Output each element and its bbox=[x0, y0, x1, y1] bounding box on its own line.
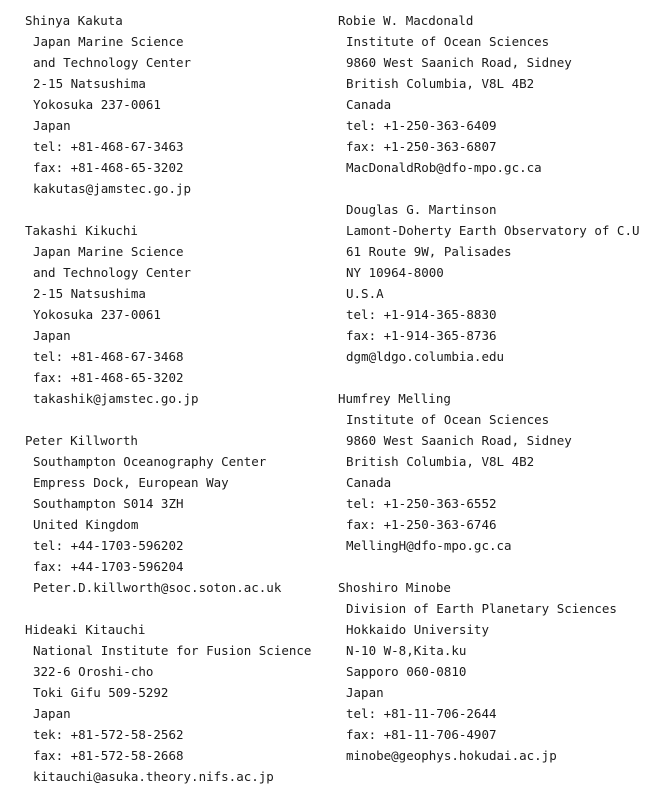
contact-line: 9860 West Saanich Road, Sidney bbox=[346, 55, 572, 70]
contact-tel: tel: +81-468-67-3463 bbox=[33, 139, 184, 154]
contact-line: United Kingdom bbox=[33, 517, 139, 532]
contact-name: Robie W. Macdonald bbox=[338, 13, 474, 28]
contact-tel: tel: +1-250-363-6552 bbox=[346, 496, 497, 511]
contact-entry bbox=[338, 199, 665, 367]
contact-line: Japan bbox=[33, 118, 71, 133]
contact-line: Japan bbox=[346, 685, 384, 700]
contact-line: 2-15 Natsushima bbox=[33, 76, 146, 91]
contact-tel: tek: +81-572-58-2562 bbox=[33, 727, 184, 742]
contact-line: Canada bbox=[346, 97, 392, 112]
contact-tel: tel: +81-468-67-3468 bbox=[33, 349, 184, 364]
contact-line: Japan bbox=[33, 328, 71, 343]
contact-entry bbox=[25, 430, 335, 598]
contact-name: Hideaki Kitauchi bbox=[25, 622, 146, 637]
contact-line: Canada bbox=[346, 475, 392, 490]
contact-fax: fax: +81-468-65-3202 bbox=[33, 160, 184, 175]
contact-name: Shoshiro Minobe bbox=[338, 580, 451, 595]
contact-line: 9860 West Saanich Road, Sidney bbox=[346, 433, 572, 448]
contact-entry bbox=[338, 10, 665, 178]
contact-entry bbox=[338, 388, 665, 556]
contact-name: Humfrey Melling bbox=[338, 391, 451, 406]
contact-tel: tel: +81-11-706-2644 bbox=[346, 706, 497, 721]
contact-email: kitauchi@asuka.theory.nifs.ac.jp bbox=[33, 769, 274, 784]
left-column bbox=[25, 10, 335, 808]
contact-email: dgm@ldgo.columbia.edu bbox=[346, 349, 505, 364]
contact-line: Southampton Oceanography Center bbox=[33, 454, 267, 469]
contact-email: kakutas@jamstec.go.jp bbox=[33, 181, 192, 196]
contact-line: and Technology Center bbox=[33, 55, 192, 70]
contact-line: British Columbia, V8L 4B2 bbox=[346, 76, 535, 91]
contact-fax: fax: +1-914-365-8736 bbox=[346, 328, 497, 343]
contact-tel: tel: +1-914-365-8830 bbox=[346, 307, 497, 322]
contact-line: Institute of Ocean Sciences bbox=[346, 412, 550, 427]
contact-line: Japan Marine Science bbox=[33, 244, 184, 259]
contact-line: NY 10964-8000 bbox=[346, 265, 444, 280]
contact-line: Division of Earth Planetary Sciences bbox=[346, 601, 617, 616]
contact-email: MellingH@dfo-mpo.gc.ca bbox=[346, 538, 512, 553]
contact-entry bbox=[25, 10, 335, 199]
contact-line: 322-6 Oroshi-cho bbox=[33, 664, 154, 679]
contact-entry bbox=[25, 220, 335, 409]
contact-name: Peter Killworth bbox=[25, 433, 138, 448]
contact-line: Southampton S014 3ZH bbox=[33, 496, 184, 511]
contact-line: Empress Dock, European Way bbox=[33, 475, 229, 490]
contact-line: National Institute for Fusion Science bbox=[33, 643, 312, 658]
contact-fax: fax: +81-572-58-2668 bbox=[33, 748, 184, 763]
contact-fax: fax: +44-1703-596204 bbox=[33, 559, 184, 574]
contact-line: Yokosuka 237-0061 bbox=[33, 97, 161, 112]
contact-fax: fax: +1-250-363-6746 bbox=[346, 517, 497, 532]
contact-line: Hokkaido University bbox=[346, 622, 489, 637]
contact-tel: tel: +44-1703-596202 bbox=[33, 538, 184, 553]
contact-email: Peter.D.killworth@soc.soton.ac.uk bbox=[33, 580, 282, 595]
contact-line: Yokosuka 237-0061 bbox=[33, 307, 161, 322]
contact-line: Lamont-Doherty Earth Observatory of C.U bbox=[346, 223, 640, 238]
contact-line: 2-15 Natsushima bbox=[33, 286, 146, 301]
contact-line: British Columbia, V8L 4B2 bbox=[346, 454, 535, 469]
contact-name: Shinya Kakuta bbox=[25, 13, 123, 28]
contact-entry bbox=[338, 577, 665, 766]
contact-email: takashik@jamstec.go.jp bbox=[33, 391, 199, 406]
contact-line: Sapporo 060-0810 bbox=[346, 664, 467, 679]
contact-name: Takashi Kikuchi bbox=[25, 223, 138, 238]
contact-fax: fax: +81-11-706-4907 bbox=[346, 727, 497, 742]
contact-entry bbox=[25, 619, 335, 787]
contact-line: and Technology Center bbox=[33, 265, 192, 280]
contact-line: Japan bbox=[33, 706, 71, 721]
contact-fax: fax: +1-250-363-6807 bbox=[346, 139, 497, 154]
contact-line: U.S.A bbox=[346, 286, 384, 301]
contact-email: MacDonaldRob@dfo-mpo.gc.ca bbox=[346, 160, 542, 175]
right-column bbox=[338, 10, 665, 787]
contact-fax: fax: +81-468-65-3202 bbox=[33, 370, 184, 385]
contact-line: N-10 W-8,Kita.ku bbox=[346, 643, 467, 658]
contact-line: 61 Route 9W, Palisades bbox=[346, 244, 512, 259]
contact-name: Douglas G. Martinson bbox=[346, 202, 497, 217]
contact-line: Toki Gifu 509-5292 bbox=[33, 685, 169, 700]
contact-tel: tel: +1-250-363-6409 bbox=[346, 118, 497, 133]
contact-line: Japan Marine Science bbox=[33, 34, 184, 49]
contact-line: Institute of Ocean Sciences bbox=[346, 34, 550, 49]
contact-email: minobe@geophys.hokudai.ac.jp bbox=[346, 748, 557, 763]
